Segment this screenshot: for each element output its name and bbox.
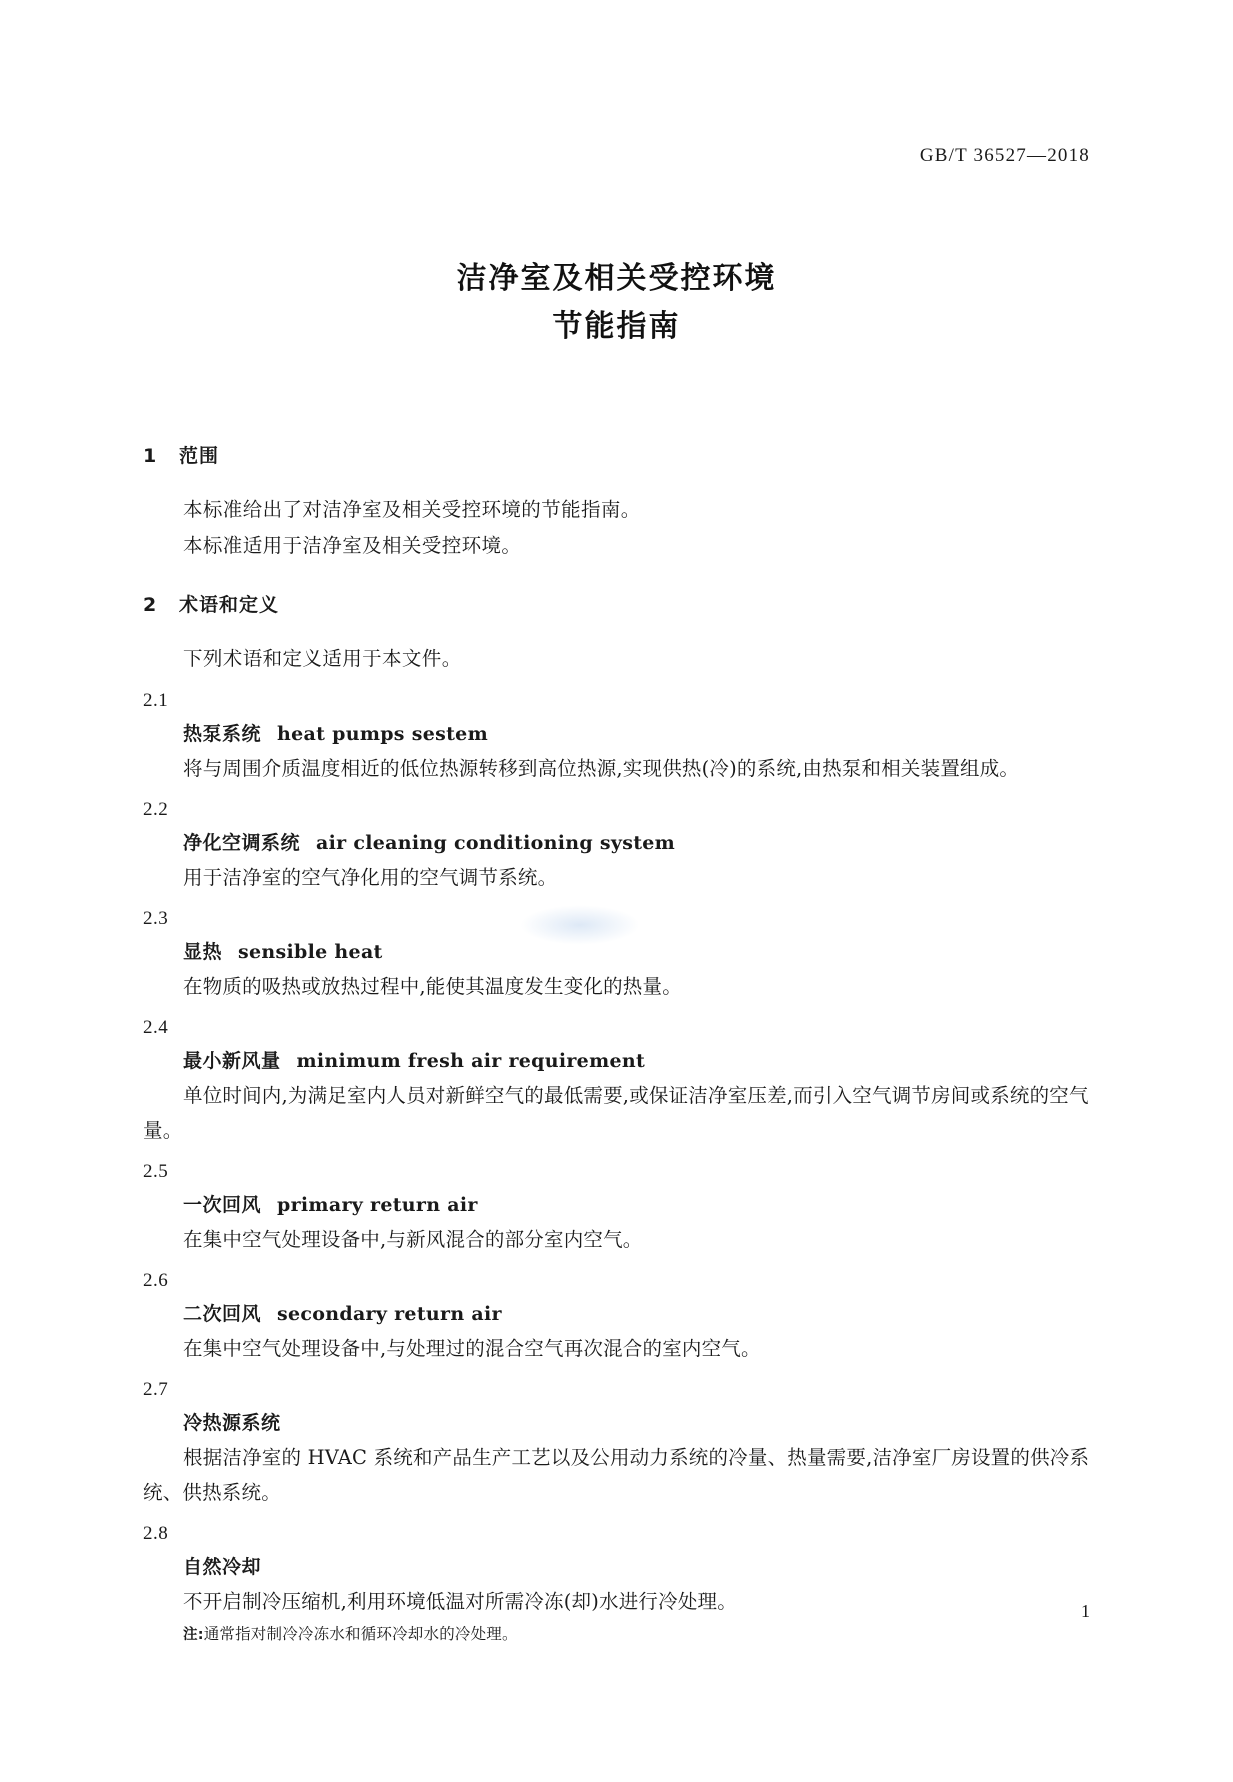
term-definition-2-2: 用于洁净室的空气净化用的空气调节系统。 bbox=[183, 866, 558, 889]
term-cn-2-8: 自然冷却 bbox=[183, 1556, 262, 1578]
term-title-2-6 bbox=[183, 1297, 1093, 1331]
term-number-2-5: 2.5 bbox=[143, 1161, 169, 1182]
term-en-2-4: minimum fresh air requirement bbox=[296, 1050, 646, 1072]
term-definition-2-8: 不开启制冷压缩机,利用环境低温对所需冷冻(却)水进行冷处理。 bbox=[183, 1590, 737, 1613]
term-definition-2-7: 根据洁净室的 HVAC 系统和产品生产工艺以及公用动力系统的冷量、热量需要,洁净室厂房设置的供冷系统、供热系统。 bbox=[143, 1446, 1090, 1504]
term-definition-2-4: 单位时间内,为满足室内人员对新鲜空气的最低需要,或保证洁净室压差,而引入空气调节房间或系统的空气量。 bbox=[143, 1084, 1089, 1142]
document-body bbox=[143, 415, 1093, 1650]
term-cn-2-7: 冷热源系统 bbox=[183, 1412, 281, 1434]
term-cn-2-4: 最小新风量 bbox=[183, 1050, 281, 1072]
clause-2-paragraph-1: 下列术语和定义适用于本文件。 bbox=[183, 647, 462, 670]
term-title-2-5 bbox=[183, 1188, 1093, 1222]
clause-number-2: 2 bbox=[143, 594, 158, 616]
page-number: 1 bbox=[1081, 1601, 1090, 1621]
spacer bbox=[143, 623, 1093, 641]
note-label: 注: bbox=[183, 1627, 204, 1643]
term-title-2-1 bbox=[183, 717, 1093, 751]
term-en-2-5: primary return air bbox=[277, 1194, 478, 1216]
term-en-2-1: heat pumps sestem bbox=[277, 723, 488, 745]
clause-1-paragraph-2: 本标准适用于洁净室及相关受控环境。 bbox=[183, 534, 522, 557]
spacer bbox=[143, 474, 1093, 492]
term-cn-2-1: 热泵系统 bbox=[183, 723, 262, 745]
clause-title-1: 范围 bbox=[179, 445, 220, 467]
clause-number-1: 1 bbox=[143, 445, 158, 467]
note-text: 通常指对制冷冷冻水和循环冷却水的冷处理。 bbox=[203, 1625, 518, 1643]
term-title-2-3 bbox=[183, 935, 1093, 969]
term-definition-2-5: 在集中空气处理设备中,与新风混合的部分室内空气。 bbox=[183, 1228, 643, 1251]
term-number-2-3: 2.3 bbox=[143, 908, 169, 929]
clause-heading-1 bbox=[143, 441, 1093, 468]
clause-1-paragraph-1: 本标准给出了对洁净室及相关受控环境的节能指南。 bbox=[183, 498, 641, 521]
term-number-2-1: 2.1 bbox=[143, 690, 169, 711]
term-note-2-8 bbox=[183, 1619, 1093, 1650]
clause-title-2: 术语和定义 bbox=[179, 594, 280, 616]
term-definition-2-1: 将与周围介质温度相近的低位热源转移到高位热源,实现供热(冷)的系统,由热泵和相关装置组成。 bbox=[183, 757, 1020, 780]
term-title-2-2 bbox=[183, 826, 1093, 860]
term-cn-2-2: 净化空调系统 bbox=[183, 832, 301, 854]
term-cn-2-3: 显热 bbox=[183, 941, 223, 963]
term-title-2-7 bbox=[183, 1406, 1093, 1440]
term-number-2-8: 2.8 bbox=[143, 1523, 169, 1544]
term-number-2-2: 2.2 bbox=[143, 799, 169, 820]
term-en-2-3: sensible heat bbox=[238, 941, 383, 963]
standard-code-header: GB/T 36527—2018 bbox=[919, 145, 1090, 166]
term-title-2-4 bbox=[183, 1044, 1093, 1078]
term-title-2-8 bbox=[183, 1550, 1093, 1584]
page-title-line2: 节能指南 bbox=[552, 309, 681, 344]
term-en-2-6: secondary return air bbox=[277, 1303, 502, 1325]
page-title bbox=[0, 255, 1233, 351]
clause-heading-2 bbox=[143, 590, 1093, 617]
term-number-2-6: 2.6 bbox=[143, 1270, 169, 1291]
term-en-2-2: air cleaning conditioning system bbox=[316, 832, 676, 854]
page-title-line1: 洁净室及相关受控环境 bbox=[456, 261, 777, 296]
term-number-2-4: 2.4 bbox=[143, 1017, 169, 1038]
term-number-2-7: 2.7 bbox=[143, 1379, 169, 1400]
term-definition-2-3: 在物质的吸热或放热过程中,能使其温度发生变化的热量。 bbox=[183, 975, 682, 998]
term-cn-2-6: 二次回风 bbox=[183, 1303, 262, 1325]
term-cn-2-5: 一次回风 bbox=[183, 1194, 262, 1216]
term-definition-2-6: 在集中空气处理设备中,与处理过的混合空气再次混合的室内空气。 bbox=[183, 1337, 761, 1360]
